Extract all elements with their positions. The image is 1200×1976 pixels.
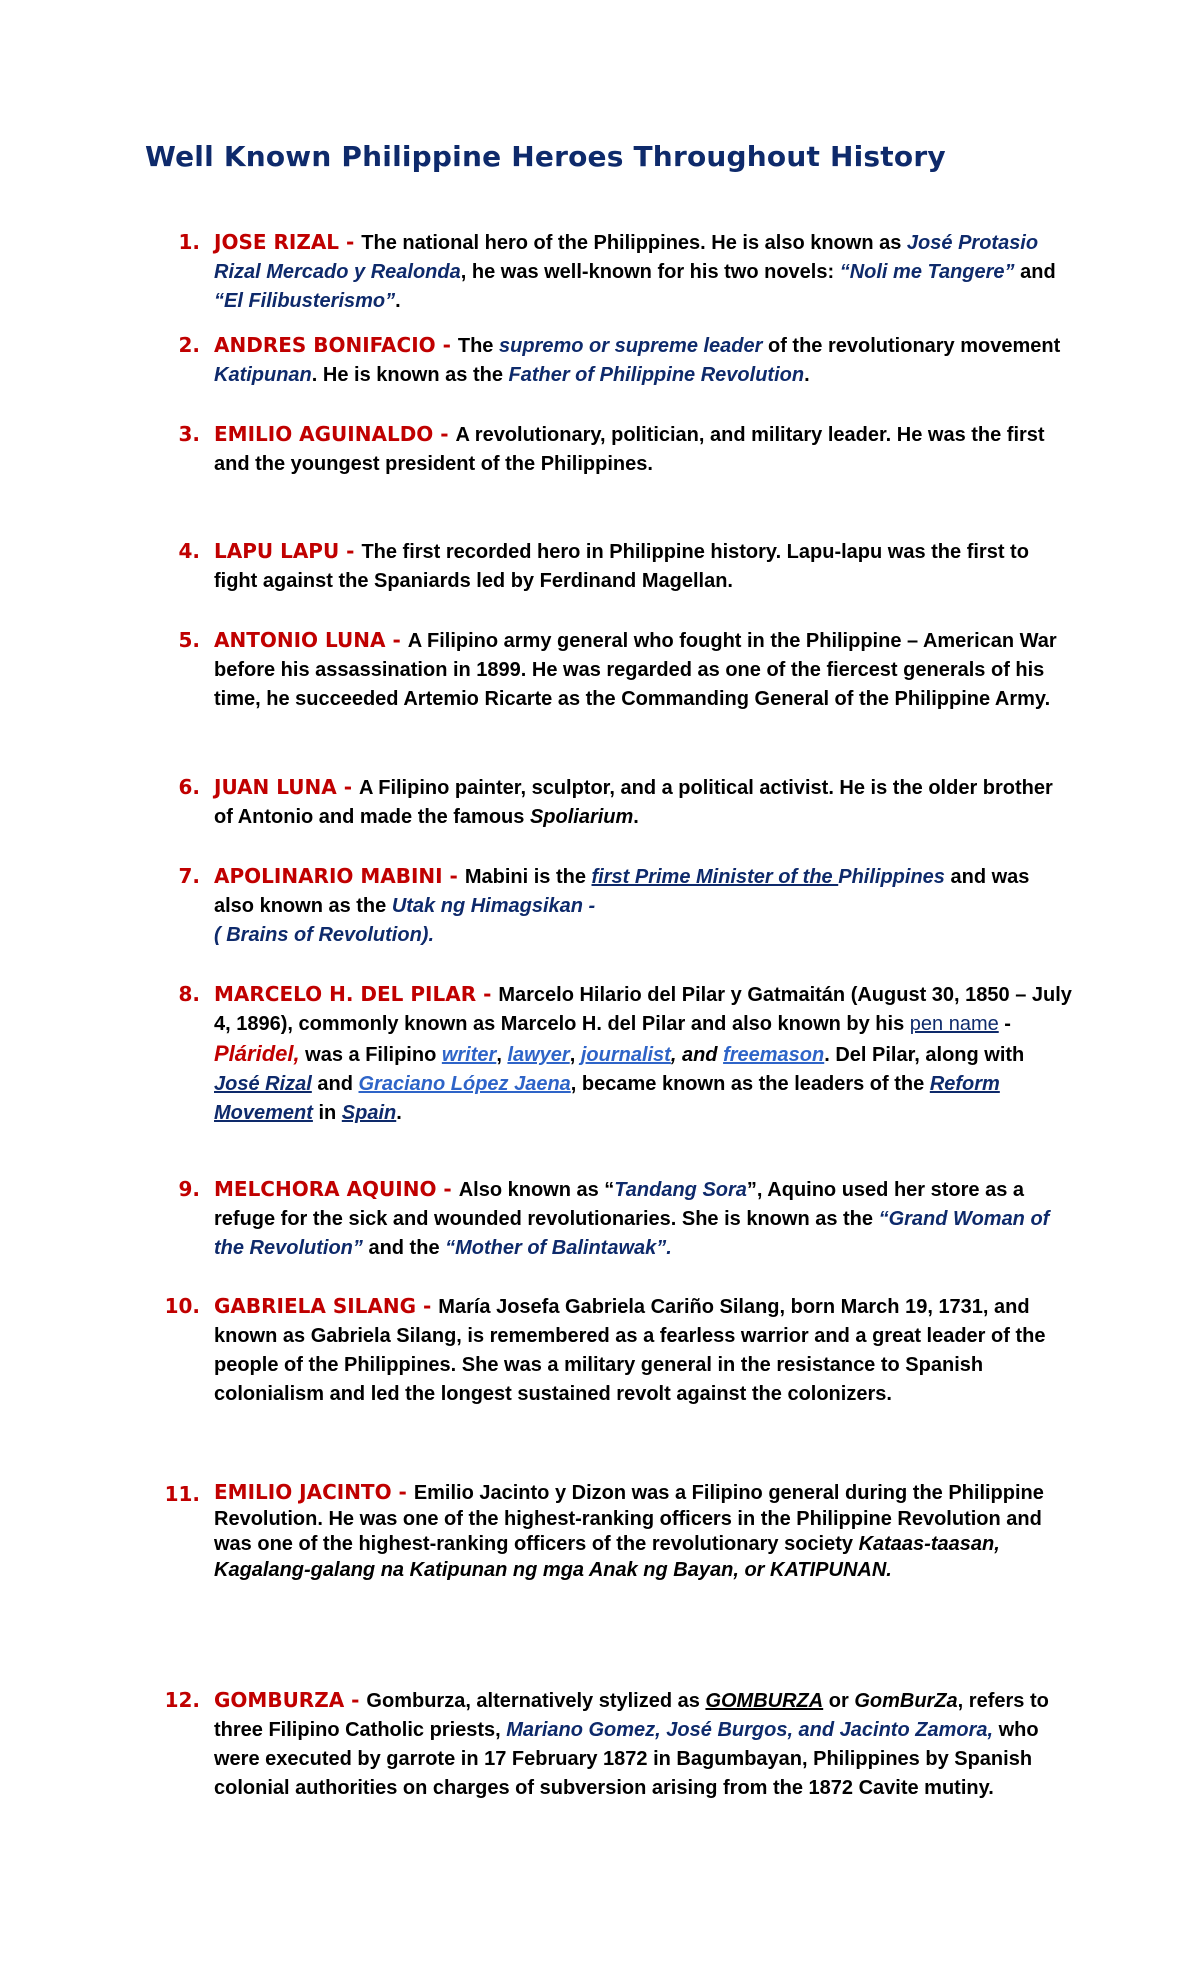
pen-name-plaridel: Pláridel, (214, 1041, 300, 1066)
full-name: José Protasio Rizal Mercado y Realonda (214, 232, 1039, 283)
list-item-antonio-luna (160, 626, 1080, 714)
pen-name-link[interactable]: pen name (909, 1013, 999, 1035)
hero-name: JOSE RIZAL - (214, 230, 362, 254)
item-text: ANTONIO LUNA - A Filipino army general who fought in the Philippine – American War before his assassination in 1899. He was regarded as one of the fiercest generals of his time, he succeeded Artemio Ricarte as the Commanding General of the Philippine Army. (214, 628, 1057, 710)
item-number: 12. (164, 1688, 200, 1712)
hero-name: ANTONIO LUNA - (214, 628, 408, 652)
list-item-jose-rizal (160, 228, 1080, 316)
list-item-gomburza (160, 1686, 1080, 1803)
list-item-emilio-aguinaldo (160, 420, 1080, 479)
writer-link[interactable]: writer (441, 1044, 497, 1066)
item-number: 7. (178, 864, 200, 888)
item-number: 11. (164, 1482, 200, 1506)
list-item-andres-bonifacio (160, 331, 1080, 390)
hero-name: MARCELO H. DEL PILAR - (214, 982, 499, 1006)
list-item-apolinario-mabini (160, 862, 1080, 950)
reform-movement-link[interactable]: Reform Movement (214, 1073, 1000, 1124)
item-number: 5. (178, 628, 200, 652)
hero-name: GOMBURZA - (214, 1688, 367, 1712)
graciano-lopez-jaena-link[interactable]: Graciano López Jaena (358, 1073, 571, 1095)
novel-title: “El Filibusterismo” (214, 290, 396, 312)
hero-name: GABRIELA SILANG - (214, 1294, 439, 1318)
list-item-emilio-jacinto (160, 1480, 1080, 1583)
hero-name: APOLINARIO MABINI - (214, 864, 465, 888)
item-text: EMILIO AGUINALDO - A revolutionary, politician, and military leader. He was the first and the youngest president of the Philippines. (214, 422, 1045, 475)
hero-name: MELCHORA AQUINO - (214, 1177, 459, 1201)
item-number: 6. (178, 775, 200, 799)
item-text: EMILIO JACINTO - Emilio Jacinto y Dizon was a Filipino general during the Philippine Revolution. He was one of the highest-ranking officers in the Philippine Revolution and was one of the highest-ranking officers of the revolutionary society Kataas-taasan, Kagalang-galang na Katipunan ng mga Anak ng Bayan, or KATIPUNAN. (214, 1480, 1044, 1581)
novel-title: “Noli me Tangere” (839, 261, 1015, 283)
hero-name: JUAN LUNA - (214, 775, 359, 799)
item-number: 2. (178, 333, 200, 357)
item-number: 8. (178, 982, 200, 1006)
freemason-link[interactable]: freemason (723, 1044, 825, 1066)
item-number: 1. (178, 230, 200, 254)
list-item-lapu-lapu (160, 537, 1080, 596)
hero-name: EMILIO AGUINALDO - (214, 422, 456, 446)
item-text: ANDRES BONIFACIO - The supremo or supreme leader of the revolutionary movement Katipunan. He is known as the Father of Philippine Revolution. (214, 333, 1061, 386)
list-item-gabriela-silang (160, 1292, 1080, 1409)
spain-link[interactable]: Spain (341, 1102, 397, 1124)
item-text: MARCELO H. DEL PILAR - Marcelo Hilario del Pilar y Gatmaitán (August 30, 1850 – July 4, 1896), commonly known as Marcelo H. del Pilar and also known by his pen name - Pláridel, was a Filipino writer, lawyer, journalist, and freemason. Del Pilar, along with José Rizal and Graciano López Jaena, became known as the leaders of the Reform Movement in Spain. (214, 982, 1072, 1124)
item-number: 3. (178, 422, 200, 446)
item-text: GABRIELA SILANG - María Josefa Gabriela Cariño Silang, born March 19, 1731, and known as Gabriela Silang, is remembered as a fearless warrior and a great leader of the people of the Philippines. She was a military general in the resistance to Spanish colonialism and led the longest sustained revolt against the colonizers. (214, 1294, 1046, 1405)
item-text: JOSE RIZAL - The national hero of the Philippines. He is also known as José Protasio Rizal Mercado y Realonda, he was well-known for his two novels: “Noli me Tangere” and “El Filibusterismo”. (214, 230, 1056, 312)
list-item-juan-luna (160, 773, 1080, 832)
list-item-marcelo-del-pilar (160, 980, 1080, 1128)
item-text: MELCHORA AQUINO - Also known as “Tandang Sora”, Aquino used her store as a refuge for the sick and wounded revolutionaries. She is known as the “Grand Woman of the Revolution” and the “Mother of Balintawak”. (214, 1177, 1050, 1259)
page-title: Well Known Philippine Heroes Throughout History (145, 140, 946, 173)
item-number: 9. (178, 1177, 200, 1201)
prime-minister-link[interactable]: first Prime Minister of the (591, 866, 839, 888)
hero-name: LAPU LAPU - (214, 539, 362, 563)
hero-name: ANDRES BONIFACIO - (214, 333, 458, 357)
item-text: LAPU LAPU - The first recorded hero in Philippine history. Lapu-lapu was the first to fight against the Spaniards led by Ferdinand Magellan. (214, 539, 1029, 592)
item-text: APOLINARIO MABINI - Mabini is the first Prime Minister of the Philippines and was also known as the Utak ng Himagsikan - ( Brains of Revolution). (214, 864, 1030, 946)
lawyer-link[interactable]: lawyer (507, 1044, 570, 1066)
item-number: 4. (178, 539, 200, 563)
item-text: JUAN LUNA - A Filipino painter, sculptor, and a political activist. He is the older brother of Antonio and made the famous Spoliarium. (214, 775, 1053, 828)
list-item-melchora-aquino (160, 1175, 1080, 1263)
gomburza-link[interactable]: GOMBURZA (705, 1690, 824, 1712)
jose-rizal-link[interactable]: José Rizal (214, 1073, 312, 1095)
hero-name: EMILIO JACINTO - (214, 1480, 414, 1504)
item-number: 10. (164, 1294, 200, 1318)
journalist-link[interactable]: journalist (580, 1044, 671, 1066)
item-text: GOMBURZA - Gomburza, alternatively stylized as GOMBURZA or GomBurZa, refers to three Filipino Catholic priests, Mariano Gomez, José Burgos, and Jacinto Zamora, who were executed by garrote in 17 February 1872 in Bagumbayan, Philippines by Spanish colonial authorities on charges of subversion arising from the 1872 Cavite mutiny. (214, 1688, 1049, 1799)
